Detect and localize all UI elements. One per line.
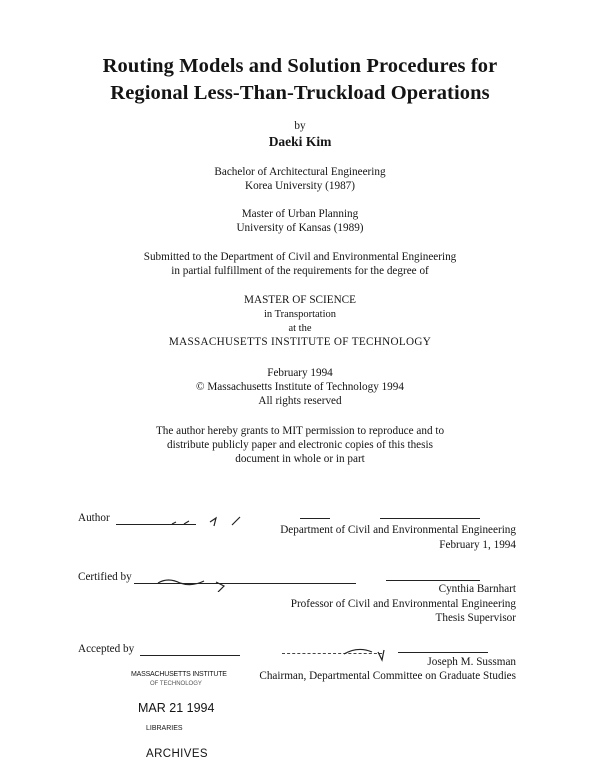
thesis-date: February 1994 (267, 367, 333, 379)
accepted-name: Joseph M. Sussman (427, 656, 516, 668)
accepted-role: Chairman, Departmental Committee on Graduate Studies (259, 670, 516, 682)
stamp-institute: MASSACHUSETTS INSTITUTE (131, 671, 227, 678)
title-line-1: Routing Models and Solution Procedures for (102, 55, 498, 77)
submission-line-1: Submitted to the Department of Civil and Environmental Engineering (143, 251, 457, 263)
submission-line-2: in partial fulfillment of the requirements for the degree of (171, 265, 429, 277)
author-signature-mark (170, 512, 260, 530)
institution-name: MASSACHUSETTS INSTITUTE OF TECHNOLOGY (168, 336, 432, 348)
stamp-libraries: LIBRARIES (146, 725, 183, 732)
accepted-signature-mark (340, 644, 400, 664)
author-department: Department of Civil and Environmental Engineering (280, 524, 516, 536)
author-sig-line-2 (300, 518, 330, 519)
certified-signature-mark (150, 572, 250, 592)
certified-name: Cynthia Barnhart (438, 583, 516, 595)
permission-line-1: The author hereby grants to MIT permission to reproduce and to (155, 425, 445, 437)
stamp-archives: ARCHIVES (146, 748, 208, 760)
accepted-sig-line (140, 655, 240, 656)
accepted-label: Accepted by (78, 643, 135, 655)
copyright-line: © Massachusetts Institute of Technology 1994 (196, 381, 404, 393)
prior-degree-1: Bachelor of Architectural Engineering (214, 166, 386, 178)
rights-line: All rights reserved (258, 395, 342, 407)
title-line-2: Regional Less-Than-Truckload Operations (110, 82, 490, 104)
prior-degree-2: Master of Urban Planning (241, 208, 359, 220)
stamp-technology: OF TECHNOLOGY (150, 681, 202, 687)
prior-school-1: Korea University (1987) (245, 180, 355, 192)
prior-school-2: University of Kansas (1989) (236, 222, 364, 234)
by-label: by (294, 120, 306, 132)
degree-sought: MASTER OF SCIENCE (244, 294, 356, 306)
permission-line-3: document in whole or in part (235, 453, 365, 465)
degree-field: in Transportation (263, 309, 337, 320)
author-sign-date: February 1, 1994 (439, 539, 516, 551)
accepted-sig-line-2 (398, 652, 488, 653)
author-sig-label: Author (78, 512, 110, 524)
certified-role: Professor of Civil and Environmental Engineering (290, 598, 516, 610)
degree-at: at the (288, 323, 312, 334)
certified-sig-line-2 (386, 580, 480, 581)
certified-label: Certified by (78, 571, 132, 583)
stamp-date: MAR 21 1994 (138, 701, 215, 715)
author-sig-line-3 (380, 518, 480, 519)
permission-line-2: distribute publicly paper and electronic copies of this thesis (167, 439, 433, 451)
certified-role-2: Thesis Supervisor (435, 612, 516, 624)
author-name: Daeki Kim (268, 134, 332, 149)
